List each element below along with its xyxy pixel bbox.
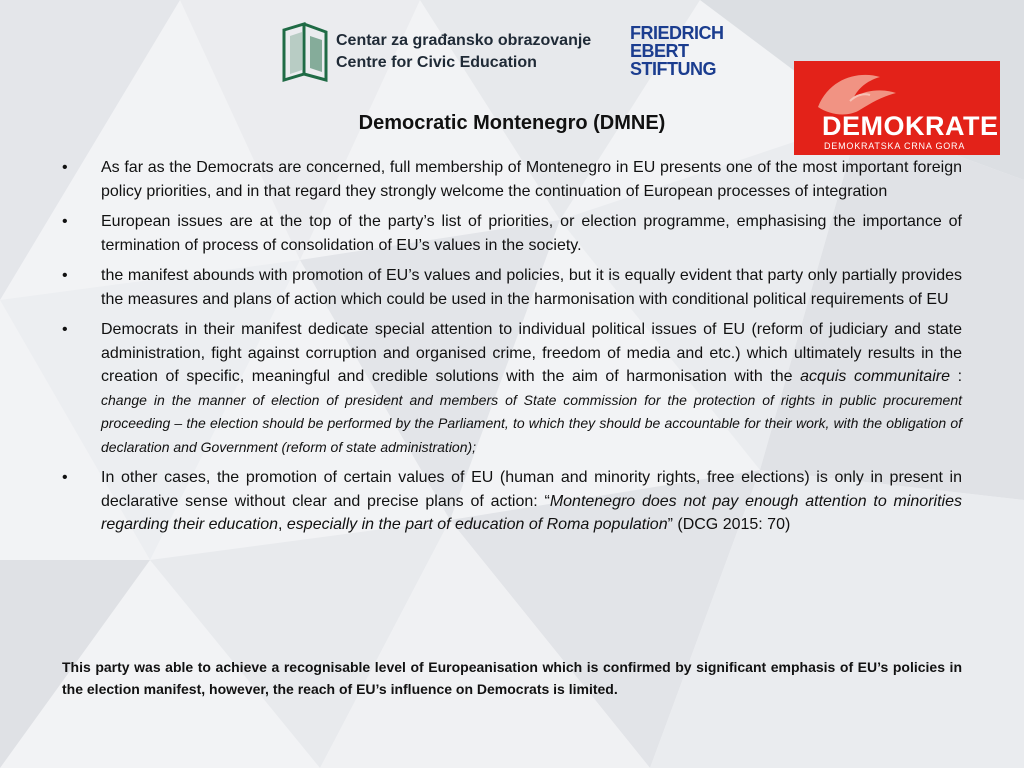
bullet-text: the manifest abounds with promotion of EU’s values and policies, but it is equally evident that party only partially provides the measures and plans of action which could be used in the harmonisation with conditional political requirements of EU — [101, 267, 962, 308]
bullet-italic-term: acquis communitaire — [800, 368, 950, 385]
cce-name-local: Centar za građansko obrazovanje — [336, 32, 592, 49]
bullet-marker: • — [62, 159, 68, 176]
bullet-item — [62, 264, 962, 311]
bullet-item — [62, 466, 962, 537]
bullet-italic-detail: change in the manner of election of president and members of State commission for the protection of rights in public procurement proceeding – the election should be performed by the Parliament, to which they should be accountable for their work, with the obligation of declaration and Government (reform of state administration); — [101, 391, 962, 455]
cce-name-english: Centre for Civic Education — [336, 54, 537, 71]
bullet-text: As far as the Democrats are concerned, full membership of Montenegro in EU presents one of the most important foreign policy priorities, and in that regard they strongly welcome the continuation of European processes of integration — [101, 159, 962, 200]
democrats-logo — [794, 61, 1000, 155]
democrats-logo-sub: DEMOKRATSKA CRNA GORA — [824, 141, 966, 151]
bullet-text: European issues are at the top of the party’s list of priorities, or election programme, emphasising the importance of termination of process of consolidation of EU’s values in the society. — [101, 213, 962, 254]
bullet-item — [62, 156, 962, 203]
slide-title: Democratic Montenegro (DMNE) — [358, 112, 666, 134]
bullet-list — [62, 156, 962, 544]
bullet-item — [62, 318, 962, 459]
conclusion-text: This party was able to achieve a recognisable level of Europeanisation which is confirmed by significant emphasis of EU’s policies in the election manifest, however, the reach of EU’s influence on Democrats is limited. — [62, 659, 962, 697]
bullet-marker: • — [62, 321, 68, 338]
bullet-text: Democrats in their manifest dedicate special attention to individual political issues of EU (reform of judiciary and state administration, fight against corruption and organised crime, freedom of media and etc.) which ultimately results in the creation of specific, meaningful and credible solutions with the aim of harmonisation with the — [101, 321, 962, 385]
cce-logo — [280, 22, 592, 84]
bullet-marker: • — [62, 267, 68, 284]
book-icon — [280, 22, 330, 84]
fes-line-1: FRIEDRICH — [630, 23, 724, 43]
bullet-citation: ” (DCG 2015: 70) — [667, 516, 791, 533]
bullet-marker: • — [62, 469, 68, 486]
fes-line-3: STIFTUNG — [630, 59, 716, 79]
democrats-logo-name: DEMOKRATE — [822, 111, 999, 141]
bullet-comma: , — [278, 516, 287, 533]
bullet-item — [62, 210, 962, 257]
bullet-marker: • — [62, 213, 68, 230]
bullet-quote-part-1: Montenegro does not pay enough attention to minorities regarding their education — [101, 492, 962, 533]
bullet-separator: : — [950, 368, 963, 385]
bullet-quote-part-2: especially in the part of education of Roma population — [286, 516, 668, 533]
bullet-text: In other cases, the promotion of certain values of EU (human and minority rights, free elections) is only in present in declarative sense without clear and precise plans of action: “ — [101, 469, 962, 510]
fes-line-2: EBERT — [630, 41, 689, 61]
fes-logo — [630, 24, 750, 84]
